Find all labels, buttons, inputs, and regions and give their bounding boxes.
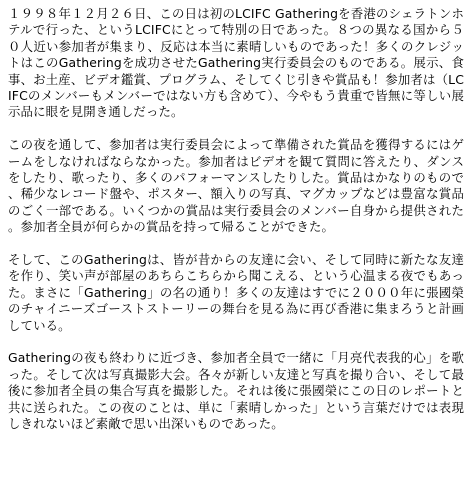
paragraph-3: そして、このGatheringは、皆が昔からの友達に会い、そして同時に新たな友達を作り、笑い声が部屋のあちらこちらから聞こえる、という心温まる夜でもあった。まさに「Gathering」の名の通り！多くの友達はすでに２０００年に張國榮のチャイニーズゴーストストーリーの舞台を見る為に再び香港に集まろうと計画している。: [8, 252, 464, 333]
document-body: [8, 6, 464, 433]
paragraph-4: Gatheringの夜も終わりに近づき、参加者全員で一緒に「月亮代表我的心」を歌った。そして次は写真撮影大会。各々が新しい友達と写真を撮り合い、そして最後に参加者全員の集合写真を撮影した。それは後に張國榮にこの日のレポートと共に送られた。この夜のことは、単に「素晴しかった」という言葉だけでは表現しきれないほど素敵で思い出深いものであった。: [8, 350, 464, 432]
paragraph-2: この夜を通して、参加者は実行委員会によって準備された賞品を獲得するにはゲームをしなければならなかった。参加者はビデオを観て質問に答えたり、ダンスをしたり、歌ったり、多くのパフォーマンスしたりした。賞品はかなりのもので、稀少なレコード盤や、ポスター、額入りの写真、マグカップなどは豊富な賞品のごく一部である。いくつかの賞品は実行委員会のメンバー自身から提供された。参加者全員が何らかの賞品を持って帰ることができた。: [8, 137, 464, 235]
paragraph-1: １９９８年１２月２６日、この日は初のLCIFC Gatheringを香港のシェラトンホテルで行った、というLCIFCにとって特別の日であった。８つの異なる国から５０人近い参加者が集まり、反応は本当に素晴しいものであった！多くのクレジットはこのGatheringを成功させたGathering実行委員会のものである。展示、食事、お土産、ビデオ鑑賞、プログラム、そしてくじ引きや賞品も！参加者は（LCIFCのメンバーもメンバーではない方も含めて）、今やもう貴重で皆無に等しい展示品に眼を見開き通しだった。: [8, 6, 464, 120]
